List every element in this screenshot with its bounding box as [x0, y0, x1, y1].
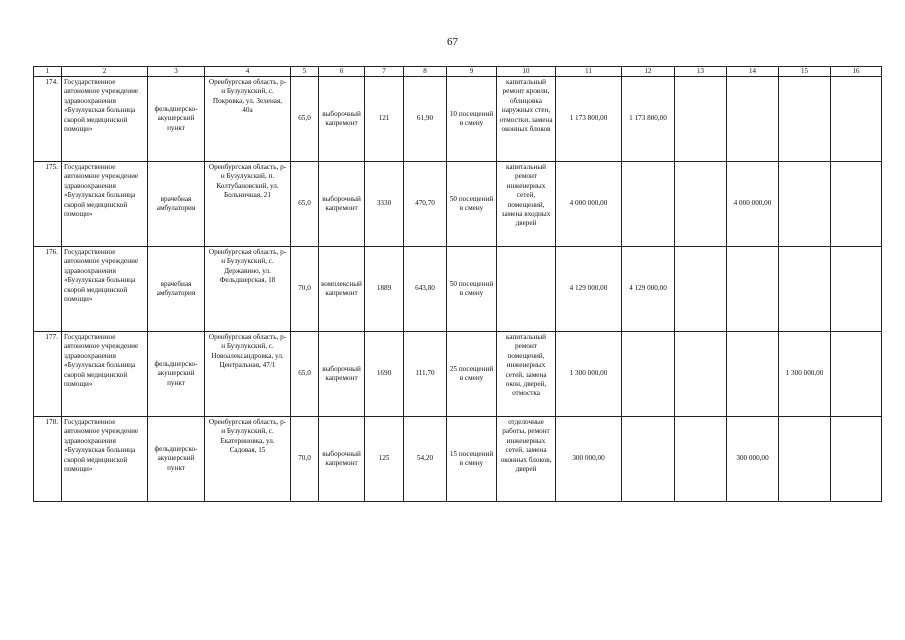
col-16-cost — [831, 77, 882, 162]
col-14-cost: 300 000,00 — [727, 417, 779, 502]
work-description: капитальный ремонт кровли, облицовка наружных стен, отмостки, замена оконных блоков — [497, 77, 556, 162]
col-12-cost: 4 129 000,00 — [622, 247, 675, 332]
col-15-cost — [779, 417, 831, 502]
repair-type: комплексный капремонт — [319, 247, 365, 332]
col-7-value: 1889 — [365, 247, 404, 332]
col-16-cost — [831, 417, 882, 502]
col-8-value: 643,80 — [404, 247, 447, 332]
row-number: 175. — [34, 162, 62, 247]
organization-name: Государственное автономное учреждение здравоохранения «Бузулукская больница скорой медицинской помощи» — [62, 417, 148, 502]
facility-address: Оренбургская область, р-н Бузулукский, с. Покровка, ул. Зеленая, 40а — [205, 77, 291, 162]
table-row — [34, 77, 882, 162]
col-14-cost — [727, 77, 779, 162]
col-16-cost — [831, 332, 882, 417]
column-header: 9 — [447, 67, 497, 77]
organization-name: Государственное автономное учреждение здравоохранения «Бузулукская больница скорой медицинской помощи» — [62, 162, 148, 247]
wear-percent: 65,0 — [291, 77, 319, 162]
column-header: 12 — [622, 67, 675, 77]
total-cost: 4 000 000,00 — [556, 162, 622, 247]
facility-type: фельдшерско-акушерский пункт — [148, 332, 205, 417]
col-7-value: 121 — [365, 77, 404, 162]
col-12-cost — [622, 332, 675, 417]
row-number: 176. — [34, 247, 62, 332]
total-cost: 1 173 800,00 — [556, 77, 622, 162]
col-15-cost — [779, 247, 831, 332]
facility-address: Оренбургская область, р-н Бузулукский, с. Державино, ул. Фельдшерская, 18 — [205, 247, 291, 332]
col-15-cost — [779, 77, 831, 162]
capacity: 25 посещений в смену — [447, 332, 497, 417]
col-7-value: 3330 — [365, 162, 404, 247]
organization-name: Государственное автономное учреждение здравоохранения «Бузулукская больница скорой медицинской помощи» — [62, 332, 148, 417]
repair-program-table — [33, 66, 882, 502]
table-row — [34, 332, 882, 417]
facility-type: фельдшерско-акушерский пункт — [148, 77, 205, 162]
column-header: 6 — [319, 67, 365, 77]
column-header: 14 — [727, 67, 779, 77]
col-16-cost — [831, 247, 882, 332]
facility-address: Оренбургская область, р-н Бузулукский, п. Колтубановский, ул. Больничная, 21 — [205, 162, 291, 247]
column-header: 5 — [291, 67, 319, 77]
wear-percent: 70,0 — [291, 417, 319, 502]
column-header: 10 — [497, 67, 556, 77]
capacity: 50 посещений в смену — [447, 247, 497, 332]
work-description — [497, 247, 556, 332]
column-header: 16 — [831, 67, 882, 77]
capacity: 15 посещений в смену — [447, 417, 497, 502]
column-number-row — [34, 67, 882, 77]
capacity: 50 посещений в смену — [447, 162, 497, 247]
repair-type: выборочный капремонт — [319, 332, 365, 417]
col-12-cost — [622, 162, 675, 247]
total-cost: 4 129 000,00 — [556, 247, 622, 332]
facility-type: врачебная амбулатория — [148, 247, 205, 332]
repair-type: выборочный капремонт — [319, 77, 365, 162]
row-number: 178. — [34, 417, 62, 502]
facility-type: врачебная амбулатория — [148, 162, 205, 247]
col-15-cost — [779, 162, 831, 247]
work-description: отделочные работы, ремонт инженерных сетей, замена оконных блоков, дверей — [497, 417, 556, 502]
repair-type: выборочный капремонт — [319, 417, 365, 502]
column-header: 13 — [675, 67, 727, 77]
table-row — [34, 417, 882, 502]
total-cost: 300 000,00 — [556, 417, 622, 502]
col-8-value: 61,90 — [404, 77, 447, 162]
col-12-cost: 1 173 800,00 — [622, 77, 675, 162]
page-number: 67 — [447, 36, 458, 48]
column-header: 1 — [34, 67, 62, 77]
row-number: 174. — [34, 77, 62, 162]
facility-address: Оренбургская область, р-н Бузулукский, с. Новоалександровка, ул. Центральная, 47/1 — [205, 332, 291, 417]
capacity: 10 посещений в смену — [447, 77, 497, 162]
col-13-cost — [675, 417, 727, 502]
table-row — [34, 247, 882, 332]
col-8-value: 111,70 — [404, 332, 447, 417]
facility-address: Оренбургская область, р-н Бузулукский, с. Екатериновка, ул. Садовая, 15 — [205, 417, 291, 502]
col-8-value: 54,20 — [404, 417, 447, 502]
col-16-cost — [831, 162, 882, 247]
col-15-cost: 1 300 000,00 — [779, 332, 831, 417]
column-header: 15 — [779, 67, 831, 77]
column-header: 3 — [148, 67, 205, 77]
wear-percent: 65,0 — [291, 332, 319, 417]
col-14-cost: 4 000 000,00 — [727, 162, 779, 247]
col-8-value: 470,70 — [404, 162, 447, 247]
column-header: 8 — [404, 67, 447, 77]
facility-type: фельдшерско-акушерский пункт — [148, 417, 205, 502]
repair-type: выборочный капремонт — [319, 162, 365, 247]
column-header: 7 — [365, 67, 404, 77]
work-description: капитальный ремонт инженерных сетей, помещений, замена входных дверей — [497, 162, 556, 247]
col-7-value: 1690 — [365, 332, 404, 417]
col-7-value: 125 — [365, 417, 404, 502]
wear-percent: 70,0 — [291, 247, 319, 332]
row-number: 177. — [34, 332, 62, 417]
col-13-cost — [675, 162, 727, 247]
wear-percent: 65,0 — [291, 162, 319, 247]
col-14-cost — [727, 332, 779, 417]
col-13-cost — [675, 247, 727, 332]
organization-name: Государственное автономное учреждение здравоохранения «Бузулукская больница скорой медицинской помощи» — [62, 77, 148, 162]
col-14-cost — [727, 247, 779, 332]
column-header: 11 — [556, 67, 622, 77]
work-description: капитальный ремонт помещений, инженерных сетей, замена окон, дверей, отмостка — [497, 332, 556, 417]
column-header: 4 — [205, 67, 291, 77]
col-13-cost — [675, 77, 727, 162]
column-header: 2 — [62, 67, 148, 77]
col-13-cost — [675, 332, 727, 417]
organization-name: Государственное автономное учреждение здравоохранения «Бузулукская больница скорой медицинской помощи» — [62, 247, 148, 332]
col-12-cost — [622, 417, 675, 502]
total-cost: 1 300 000,00 — [556, 332, 622, 417]
table-row — [34, 162, 882, 247]
